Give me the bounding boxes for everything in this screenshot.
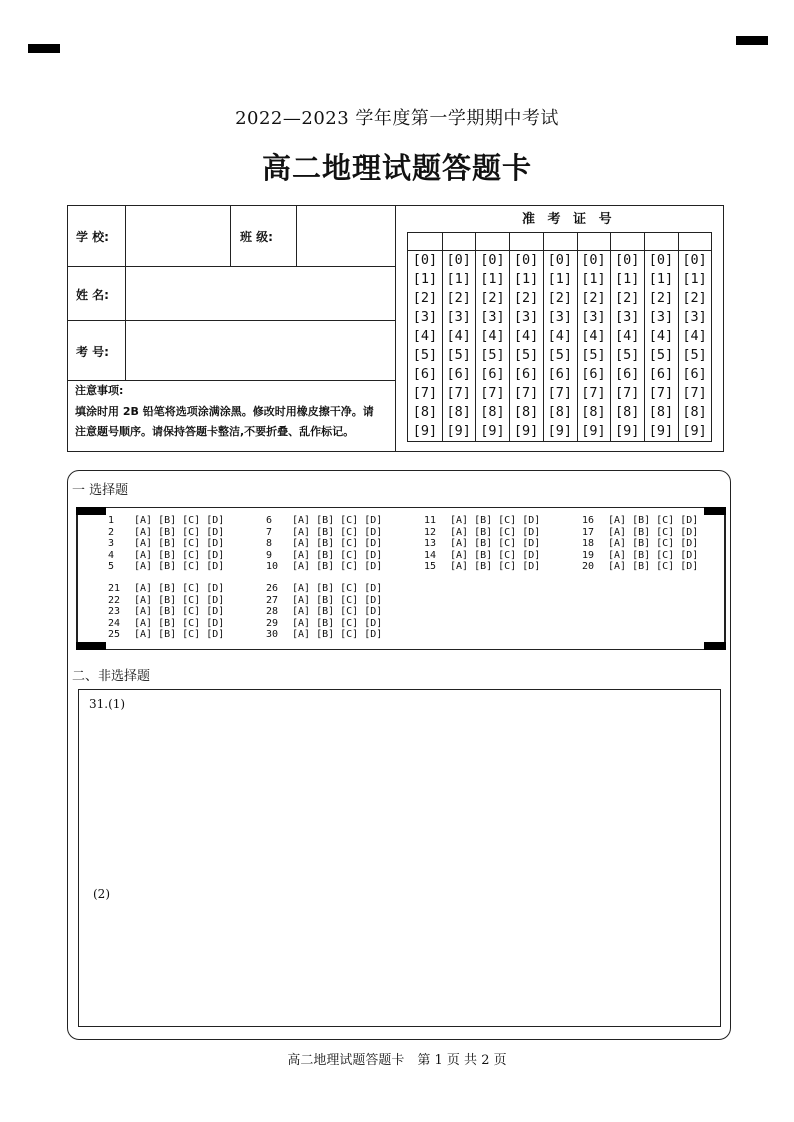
choice-bubble[interactable]: [B] — [158, 561, 177, 572]
choice-bubble[interactable]: [D] — [522, 549, 541, 561]
exam-id-bubble[interactable]: [6] — [581, 366, 606, 382]
choice-bubble[interactable]: [A] — [134, 526, 153, 538]
exam-id-bubble[interactable]: [5] — [581, 347, 606, 363]
exam-id-bubble[interactable]: [5] — [547, 347, 572, 363]
choice-bubble[interactable]: [C] — [656, 561, 675, 572]
exam-id-bubble[interactable]: [2] — [648, 290, 674, 306]
exam-id-bubble[interactable]: [3] — [480, 309, 505, 325]
question-number: 21 — [108, 583, 121, 594]
exam-id-bubble[interactable]: [0] — [648, 252, 674, 268]
choice-bubble[interactable]: [B] — [316, 629, 335, 640]
choice-bubble[interactable]: [D] — [680, 549, 699, 561]
choice-bubble[interactable]: [B] — [316, 594, 335, 606]
question-number: 12 — [424, 526, 437, 538]
school-label: 学 校: — [76, 230, 109, 244]
choice-bubble[interactable]: [D] — [680, 526, 699, 538]
choice-row — [108, 561, 230, 572]
question-number: 23 — [108, 606, 121, 617]
exam-id-bubble[interactable]: [1] — [682, 271, 707, 287]
multiple-choice-grid — [76, 507, 726, 650]
choice-bubble[interactable]: [A] — [134, 583, 153, 594]
choice-bubble[interactable]: [D] — [680, 538, 699, 549]
free-response-heading: 二、非选择题 — [72, 669, 151, 684]
exam-id-bubble[interactable]: [8] — [682, 404, 707, 420]
choice-bubble[interactable]: [C] — [182, 606, 201, 617]
notice-line-2: 注意题号顺序。请保持答题卡整洁,不要折叠、乱作标记。 — [75, 425, 355, 438]
choice-bubble[interactable]: [B] — [632, 538, 651, 549]
choice-bubble[interactable]: [C] — [498, 549, 517, 561]
choice-bubble[interactable]: [B] — [158, 538, 177, 549]
question-number: 1 — [108, 515, 115, 526]
question-number: 25 — [108, 629, 121, 640]
choice-bubble[interactable]: [C] — [498, 515, 517, 526]
choice-row — [108, 595, 230, 606]
exam-id-bubble[interactable]: [7] — [614, 385, 640, 401]
exam-id-bubble[interactable]: [1] — [412, 271, 438, 287]
exam-id-bubble[interactable]: [3] — [513, 309, 539, 325]
exam-id-bubble[interactable]: [9] — [446, 423, 471, 439]
choice-row — [266, 618, 388, 629]
choice-bubble[interactable]: [B] — [316, 526, 335, 538]
exam-number-field[interactable] — [126, 321, 395, 380]
choice-section-heading: 一 选择题 — [72, 483, 129, 498]
choice-bubble[interactable]: [D] — [206, 629, 225, 640]
choice-bubble[interactable]: [B] — [158, 526, 177, 538]
notice-line-1: 填涂时用 2B 铅笔将选项涂满涂黑。修改时用橡皮擦干净。请 — [75, 405, 374, 418]
choice-bubble[interactable]: [B] — [316, 583, 335, 594]
choice-row — [582, 550, 704, 561]
exam-id-bubble[interactable]: [2] — [547, 290, 572, 306]
exam-id-bubble[interactable]: [2] — [682, 290, 707, 306]
choice-bubble[interactable]: [C] — [498, 538, 517, 549]
choice-bubble[interactable]: [C] — [656, 538, 675, 549]
choice-bubble[interactable]: [A] — [608, 561, 627, 572]
exam-id-bubble[interactable]: [4] — [513, 328, 539, 344]
choice-bubble[interactable]: [B] — [316, 538, 335, 549]
class-label: 班 级: — [240, 230, 273, 244]
exam-id-bubble[interactable]: [1] — [480, 271, 505, 287]
choice-row — [266, 515, 388, 526]
exam-id-bubble[interactable]: [9] — [547, 423, 572, 439]
choice-bubble[interactable]: [B] — [158, 515, 177, 526]
choice-bubble[interactable]: [D] — [522, 561, 541, 572]
exam-id-bubble[interactable]: [6] — [547, 366, 572, 382]
choice-bubble[interactable]: [A] — [292, 526, 311, 538]
question-number: 8 — [266, 538, 273, 549]
choice-bubble[interactable]: [B] — [316, 617, 335, 629]
exam-id-bubble[interactable]: [8] — [446, 404, 471, 420]
exam-id-bubble[interactable]: [6] — [648, 366, 674, 382]
question-number: 22 — [108, 594, 121, 606]
choice-bubble[interactable]: [D] — [364, 583, 383, 594]
choice-bubble[interactable]: [B] — [474, 515, 493, 526]
choice-bubble[interactable]: [C] — [498, 561, 517, 572]
exam-id-bubble[interactable]: [5] — [513, 347, 539, 363]
exam-id-bubble[interactable]: [0] — [547, 252, 572, 268]
choice-row — [108, 515, 230, 526]
choice-bubble[interactable]: [A] — [292, 617, 311, 629]
choice-bubble[interactable]: [C] — [656, 515, 675, 526]
exam-id-bubble[interactable]: [4] — [682, 328, 707, 344]
question-number: 16 — [582, 515, 595, 526]
choice-bubble[interactable]: [C] — [340, 549, 359, 561]
choice-bubble[interactable]: [B] — [158, 606, 177, 617]
question-number: 29 — [266, 617, 279, 629]
exam-subtitle: 2022—2023 学年度第一学期期中考试 — [235, 108, 559, 129]
choice-bubble[interactable]: [C] — [182, 629, 201, 640]
choice-bubble[interactable]: [A] — [134, 515, 153, 526]
choice-row — [108, 618, 230, 629]
choice-row — [266, 606, 388, 617]
choice-row — [108, 606, 230, 617]
page-footer: 高二地理试题答题卡 第 1 页 共 2 页 — [287, 1053, 507, 1068]
choice-bubble[interactable]: [D] — [206, 606, 225, 617]
choice-bubble[interactable]: [C] — [340, 538, 359, 549]
exam-id-bubble[interactable]: [1] — [513, 271, 539, 287]
choice-bubble[interactable]: [A] — [608, 538, 627, 549]
choice-bubble[interactable]: [D] — [522, 515, 541, 526]
exam-id-bubble[interactable]: [0] — [614, 252, 640, 268]
choice-bubble[interactable]: [D] — [364, 617, 383, 629]
choice-bubble[interactable]: [B] — [474, 549, 493, 561]
choice-row — [582, 538, 704, 549]
school-field[interactable] — [126, 206, 230, 266]
question-number: 13 — [424, 538, 437, 549]
choice-row — [424, 515, 546, 526]
exam-id-bubble[interactable]: [6] — [412, 366, 438, 382]
choice-row — [582, 527, 704, 538]
exam-id-bubble[interactable]: [0] — [446, 252, 471, 268]
question-number: 27 — [266, 594, 279, 606]
choice-bubble[interactable]: [D] — [206, 515, 225, 526]
exam-id-bubble[interactable]: [3] — [412, 309, 438, 325]
choice-bubble[interactable]: [B] — [474, 561, 493, 572]
exam-id-bubble[interactable]: [9] — [480, 423, 505, 439]
choice-bubble[interactable]: [B] — [632, 549, 651, 561]
choice-bubble[interactable]: [C] — [340, 515, 359, 526]
choice-bubble[interactable]: [B] — [632, 526, 651, 538]
question-number: 4 — [108, 549, 115, 561]
name-field[interactable] — [126, 267, 395, 320]
question-31-part1-label: 31.(1) — [89, 697, 126, 711]
exam-id-bubble[interactable]: [0] — [513, 252, 539, 268]
exam-id-title: 准 考 证 号 — [522, 212, 616, 227]
exam-id-bubble[interactable]: [6] — [513, 366, 539, 382]
choice-bubble[interactable]: [B] — [474, 538, 493, 549]
choice-bubble[interactable]: [B] — [316, 561, 335, 572]
choice-bubble[interactable]: [D] — [364, 549, 383, 561]
choice-bubble[interactable]: [C] — [340, 594, 359, 606]
choice-bubble[interactable]: [A] — [608, 515, 627, 526]
exam-id-bubble[interactable]: [7] — [682, 385, 707, 401]
exam-id-bubble[interactable]: [4] — [547, 328, 572, 344]
choice-bubble[interactable]: [D] — [206, 561, 225, 572]
exam-id-bubble[interactable]: [9] — [581, 423, 606, 439]
choice-bubble[interactable]: [D] — [206, 617, 225, 629]
exam-id-bubble[interactable]: [1] — [614, 271, 640, 287]
exam-id-bubble[interactable]: [5] — [480, 347, 505, 363]
choice-bubble[interactable]: [D] — [364, 594, 383, 606]
exam-id-bubble[interactable]: [7] — [412, 385, 438, 401]
exam-id-bubble[interactable]: [7] — [581, 385, 606, 401]
choice-row — [266, 629, 388, 640]
choice-bubble[interactable]: [A] — [292, 515, 311, 526]
choice-bubble[interactable]: [D] — [206, 583, 225, 594]
choice-bubble[interactable]: [C] — [498, 526, 517, 538]
name-label: 姓 名: — [76, 288, 109, 302]
question-number: 18 — [582, 538, 595, 549]
exam-id-bubble[interactable]: [1] — [446, 271, 471, 287]
question-number: 30 — [266, 629, 279, 640]
question-number: 26 — [266, 583, 279, 594]
question-number: 24 — [108, 617, 121, 629]
exam-id-bubble[interactable]: [3] — [547, 309, 572, 325]
question-number: 10 — [266, 561, 279, 572]
question-number: 15 — [424, 561, 437, 572]
choice-bubble[interactable]: [D] — [680, 561, 699, 572]
choice-row — [108, 629, 230, 640]
choice-bubble[interactable]: [A] — [608, 526, 627, 538]
choice-row — [424, 561, 546, 572]
exam-id-bubble[interactable]: [9] — [682, 423, 707, 439]
question-number: 19 — [582, 549, 595, 561]
choice-bubble[interactable]: [D] — [206, 549, 225, 561]
choice-bubble[interactable]: [C] — [656, 549, 675, 561]
exam-id-bubble[interactable]: [3] — [581, 309, 606, 325]
choice-row — [266, 595, 388, 606]
choice-row — [266, 583, 388, 594]
choice-bubble[interactable]: [C] — [340, 629, 359, 640]
student-info-table — [67, 205, 724, 452]
exam-id-bubble[interactable]: [6] — [446, 366, 471, 382]
exam-id-bubble[interactable]: [2] — [480, 290, 505, 306]
choice-bubble[interactable]: [D] — [364, 606, 383, 617]
answer-section — [67, 470, 731, 1040]
choice-row — [266, 550, 388, 561]
choice-bubble[interactable]: [D] — [364, 561, 383, 572]
choice-bubble[interactable]: [C] — [182, 594, 201, 606]
question-number: 9 — [266, 549, 273, 561]
exam-id-bubble[interactable]: [5] — [648, 347, 674, 363]
choice-bubble[interactable]: [D] — [364, 526, 383, 538]
choice-bubble[interactable]: [A] — [134, 617, 153, 629]
choice-bubble[interactable]: [C] — [340, 526, 359, 538]
exam-id-bubble[interactable]: [3] — [682, 309, 707, 325]
exam-id-bubble[interactable]: [9] — [412, 423, 438, 439]
exam-id-bubble[interactable]: [4] — [614, 328, 640, 344]
choice-bubble[interactable]: [D] — [364, 538, 383, 549]
choice-bubble[interactable]: [D] — [206, 594, 225, 606]
registration-mark-right — [736, 36, 768, 45]
choice-bubble[interactable]: [A] — [134, 594, 153, 606]
page-title: 高二地理试题答题卡 — [261, 151, 532, 185]
choice-bubble[interactable]: [C] — [182, 549, 201, 561]
question-number: 14 — [424, 549, 437, 561]
choice-row — [582, 561, 704, 572]
question-number: 17 — [582, 526, 595, 538]
choice-bubble[interactable]: [A] — [450, 549, 469, 561]
question-number: 20 — [582, 561, 595, 572]
exam-id-bubble[interactable]: [0] — [581, 252, 606, 268]
question-number: 7 — [266, 526, 273, 538]
choice-bubble[interactable]: [B] — [316, 549, 335, 561]
choice-bubble[interactable]: [A] — [450, 526, 469, 538]
exam-id-bubble[interactable]: [3] — [648, 309, 674, 325]
choice-bubble[interactable]: [D] — [364, 629, 383, 640]
choice-row — [582, 515, 704, 526]
exam-id-bubble[interactable]: [4] — [412, 328, 438, 344]
choice-bubble[interactable]: [B] — [158, 583, 177, 594]
choice-bubble[interactable]: [C] — [182, 526, 201, 538]
answer-area-31[interactable] — [78, 689, 721, 1027]
exam-id-bubble[interactable]: [5] — [614, 347, 640, 363]
question-number: 5 — [108, 561, 115, 572]
choice-bubble[interactable]: [C] — [182, 538, 201, 549]
exam-id-bubble[interactable]: [3] — [446, 309, 471, 325]
choice-bubble[interactable]: [A] — [134, 561, 153, 572]
choice-row — [108, 538, 230, 549]
choice-bubble[interactable]: [B] — [158, 629, 177, 640]
exam-id-bubble[interactable]: [2] — [581, 290, 606, 306]
choice-row — [266, 538, 388, 549]
exam-id-bubble[interactable]: [3] — [614, 309, 640, 325]
choice-bubble[interactable]: [B] — [316, 606, 335, 617]
choice-bubble[interactable]: [C] — [182, 515, 201, 526]
exam-id-bubble[interactable]: [6] — [682, 366, 707, 382]
exam-id-bubble[interactable]: [7] — [648, 385, 674, 401]
exam-id-bubble[interactable]: [9] — [648, 423, 674, 439]
choice-row — [266, 561, 388, 572]
exam-id-bubble[interactable]: [2] — [446, 290, 471, 306]
exam-id-bubble[interactable]: [7] — [480, 385, 505, 401]
question-number: 28 — [266, 606, 279, 617]
choice-bubble[interactable]: [B] — [474, 526, 493, 538]
notice-title: 注意事项: — [75, 384, 124, 397]
choice-row — [266, 527, 388, 538]
choice-bubble[interactable]: [A] — [134, 549, 153, 561]
choice-bubble[interactable]: [C] — [182, 617, 201, 629]
exam-id-bubble[interactable]: [7] — [513, 385, 539, 401]
exam-id-bubble[interactable]: [7] — [547, 385, 572, 401]
choice-bubble[interactable]: [C] — [182, 561, 201, 572]
choice-bubble[interactable]: [B] — [632, 561, 651, 572]
choice-bubble[interactable]: [A] — [292, 594, 311, 606]
exam-id-bubble[interactable]: [8] — [547, 404, 572, 420]
exam-id-bubble[interactable]: [0] — [480, 252, 505, 268]
exam-id-bubble[interactable]: [8] — [412, 404, 438, 420]
exam-id-bubble[interactable]: [2] — [513, 290, 539, 306]
exam-id-bubble[interactable]: [5] — [682, 347, 707, 363]
question-number: 11 — [424, 515, 437, 526]
exam-number-label: 考 号: — [76, 345, 109, 359]
exam-id-bubble[interactable]: [1] — [648, 271, 674, 287]
choice-bubble[interactable]: [A] — [292, 561, 311, 572]
exam-id-bubble[interactable]: [7] — [446, 385, 471, 401]
exam-id-bubble[interactable]: [8] — [648, 404, 674, 420]
exam-id-bubble[interactable]: [9] — [614, 423, 640, 439]
question-number: 6 — [266, 515, 273, 526]
choice-bubble[interactable]: [B] — [158, 617, 177, 629]
choice-row — [424, 538, 546, 549]
choice-bubble[interactable]: [D] — [522, 526, 541, 538]
question-31-part2-label: (2) — [93, 887, 110, 901]
choice-bubble[interactable]: [A] — [450, 561, 469, 572]
exam-id-bubble[interactable]: [0] — [412, 252, 438, 268]
exam-id-bubble[interactable]: [8] — [581, 404, 606, 420]
choice-bubble[interactable]: [A] — [292, 606, 311, 617]
choice-bubble[interactable]: [C] — [340, 606, 359, 617]
choice-bubble[interactable]: [A] — [134, 629, 153, 640]
choice-bubble[interactable]: [D] — [522, 538, 541, 549]
choice-bubble[interactable]: [A] — [450, 538, 469, 549]
exam-id-bubble[interactable]: [4] — [648, 328, 674, 344]
choice-bubble[interactable]: [A] — [134, 606, 153, 617]
exam-id-bubble[interactable]: [4] — [446, 328, 471, 344]
choice-bubble[interactable]: [D] — [206, 526, 225, 538]
exam-id-bubble[interactable]: [5] — [446, 347, 471, 363]
choice-bubble[interactable]: [B] — [158, 594, 177, 606]
choice-bubble[interactable]: [D] — [364, 515, 383, 526]
exam-id-bubble[interactable]: [8] — [513, 404, 539, 420]
choice-bubble[interactable]: [B] — [158, 549, 177, 561]
choice-bubble[interactable]: [D] — [206, 538, 225, 549]
choice-bubble[interactable]: [C] — [340, 583, 359, 594]
choice-row — [424, 550, 546, 561]
exam-id-bubble[interactable]: [9] — [513, 423, 539, 439]
choice-row — [424, 527, 546, 538]
registration-mark-left — [28, 44, 60, 53]
exam-id-bubble[interactable]: [8] — [614, 404, 640, 420]
exam-id-bubble-grid — [407, 232, 712, 442]
class-field[interactable] — [297, 206, 395, 266]
choice-row — [108, 583, 230, 594]
choice-row — [108, 550, 230, 561]
exam-id-bubble[interactable]: [2] — [412, 290, 438, 306]
choice-row — [108, 527, 230, 538]
exam-id-bubble[interactable]: [5] — [412, 347, 438, 363]
exam-id-bubble[interactable]: [8] — [480, 404, 505, 420]
choice-bubble[interactable]: [B] — [316, 515, 335, 526]
choice-bubble[interactable]: [C] — [340, 561, 359, 572]
question-number: 3 — [108, 538, 115, 549]
exam-id-bubble[interactable]: [6] — [614, 366, 640, 382]
choice-bubble[interactable]: [C] — [340, 617, 359, 629]
choice-bubble[interactable]: [A] — [450, 515, 469, 526]
exam-id-bubble[interactable]: [1] — [547, 271, 572, 287]
choice-bubble[interactable]: [A] — [292, 583, 311, 594]
choice-bubble[interactable]: [A] — [292, 629, 311, 640]
choice-bubble[interactable]: [C] — [182, 583, 201, 594]
choice-bubble[interactable]: [A] — [292, 538, 311, 549]
exam-id-bubble[interactable]: [4] — [581, 328, 606, 344]
exam-id-bubble[interactable]: [4] — [480, 328, 505, 344]
choice-bubble[interactable]: [A] — [134, 538, 153, 549]
choice-bubble[interactable]: [C] — [656, 526, 675, 538]
exam-id-bubble[interactable]: [2] — [614, 290, 640, 306]
choice-bubble[interactable]: [D] — [680, 515, 699, 526]
exam-id-bubble[interactable]: [1] — [581, 271, 606, 287]
exam-id-bubble[interactable]: [6] — [480, 366, 505, 382]
choice-bubble[interactable]: [B] — [632, 515, 651, 526]
exam-id-bubble[interactable]: [0] — [682, 252, 707, 268]
question-number: 2 — [108, 526, 115, 538]
choice-bubble[interactable]: [A] — [292, 549, 311, 561]
choice-bubble[interactable]: [A] — [608, 549, 627, 561]
